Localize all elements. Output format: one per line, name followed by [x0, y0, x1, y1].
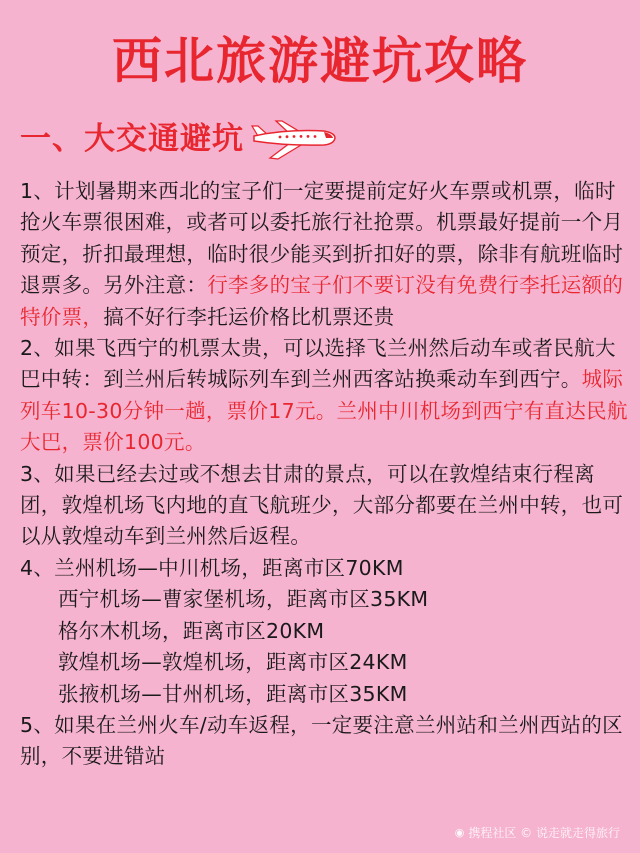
watermark	[455, 824, 620, 841]
section-heading	[20, 117, 338, 161]
highlight-luggage-warning: 行李多的宝子们不要订没有免费行李托运额的特价票，	[20, 273, 624, 329]
airport-line-3: 格尔木机场，距离市区20KM	[58, 618, 325, 643]
paragraph-2: 2、如果飞西宁的机票太贵，可以选择飞兰州然后动车或者民航大巴中转：到兰州后转城际列车到兰州西客站换乘动车到西宁。城际列车10-30分钟一趟，票价17元。兰州中川机场到西宁有直达民航大巴，票价100元。	[20, 336, 628, 455]
airplane-icon	[246, 118, 338, 166]
article-body	[20, 176, 630, 773]
paragraph-5: 5、如果在兰州火车/动车返程，一定要注意兰州站和兰州西站的区别，不要进错站	[20, 712, 623, 769]
airport-line-1: 4、兰州机场—中川机场，距离市区70KM	[20, 555, 404, 580]
watermark-text: 携程社区 © 说走就走得旅行	[468, 826, 620, 840]
airport-line-4: 敦煌机场—敦煌机场，距离市区24KM	[58, 650, 408, 675]
paragraph-1: 1、计划暑期来西北的宝子们一定要提前定好火车票或机票，临时抢火车票很困难，或者可以委托旅行社抢票。机票最好提前一个月预定，折扣最理想，临时很少能买到折扣好的票，除非有航班临时退票多。另外注意：行李多的宝子们不要订没有免费行李托运额的特价票，搞不好行李托运价格比机票还贵	[20, 179, 624, 329]
section-heading-text: 一、大交通避坑	[20, 121, 244, 157]
page-title: 西北旅游避坑攻略	[112, 32, 528, 90]
trip-logo-icon: ◉	[454, 826, 465, 839]
paragraph-3: 3、如果已经去过或不想去甘肃的景点，可以在敦煌结束行程离团，敦煌机场飞内地的直飞航班少，大部分都要在兰州中转，也可以从敦煌动车到兰州然后返程。	[20, 461, 624, 549]
highlight-train-bus-price: 城际列车10-30分钟一趟，票价17元。兰州中川机场到西宁有直达民航大巴，票价100元。	[20, 367, 628, 455]
airport-line-2: 西宁机场—曹家堡机场，距离市区35KM	[58, 587, 429, 612]
airport-line-5: 张掖机场—甘州机场，距离市区35KM	[58, 681, 408, 706]
